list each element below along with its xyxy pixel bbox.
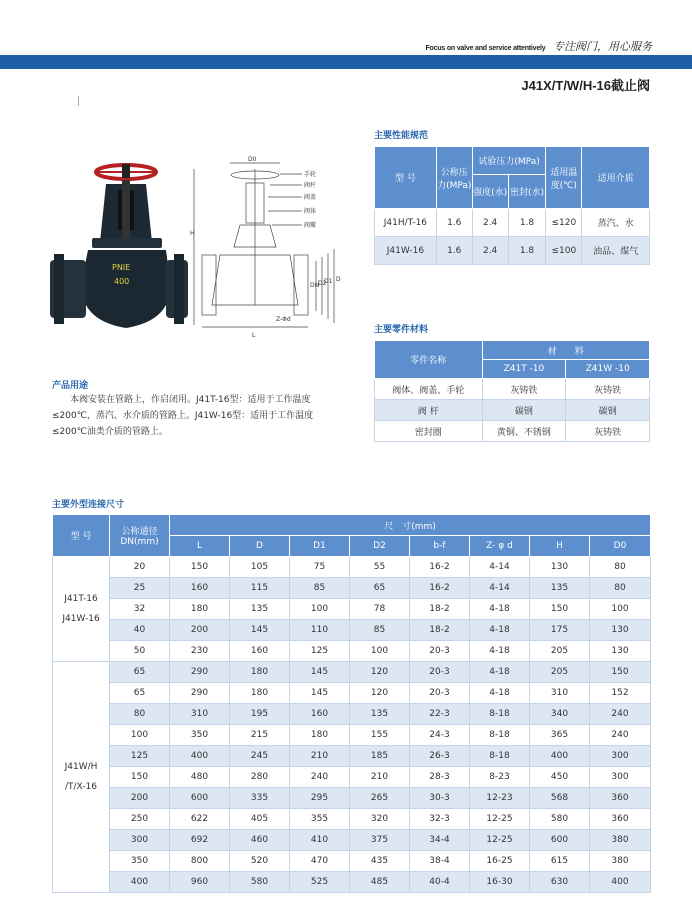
model-cell [53, 662, 110, 893]
table-row [375, 209, 650, 237]
cell: 16-25 [470, 851, 530, 872]
slogan [425, 38, 652, 54]
cell: 4-14 [470, 557, 530, 578]
cell: J41H/T-16 [375, 209, 437, 237]
drawing-label-d1: D1 [324, 278, 333, 285]
dims-header-col: D [230, 536, 290, 557]
divider-mark [78, 96, 79, 106]
photo-label-1: PNIE [112, 263, 131, 272]
cell: 200 [110, 788, 170, 809]
cell: 78 [350, 599, 410, 620]
page-title: J41X/T/W/H-16截止阀 [521, 78, 650, 93]
cell: 210 [290, 746, 350, 767]
cell: 310 [530, 683, 590, 704]
dims-header-col: D2 [350, 536, 410, 557]
cell: 240 [590, 725, 651, 746]
cell: 20-3 [410, 683, 470, 704]
table-row [53, 788, 651, 809]
dims-header-col: D0 [590, 536, 651, 557]
cell: 360 [590, 788, 651, 809]
performance-header-pressure: 公称压力(MPa) [436, 147, 472, 209]
cell: 568 [530, 788, 590, 809]
valve-drawing [190, 155, 350, 340]
performance-header-medium: 适用介质 [582, 147, 650, 209]
materials-header-col2: Z41W -10 [566, 360, 650, 379]
table-row [375, 400, 650, 421]
cell: 400 [590, 872, 651, 893]
table-row [53, 620, 651, 641]
drawing-label-z: Z-Φd [276, 316, 291, 323]
cell: 40 [110, 620, 170, 641]
cell: 460 [230, 830, 290, 851]
cell: 485 [350, 872, 410, 893]
cell: 碳钢 [566, 400, 650, 421]
cell: 黄铜、不锈钢 [482, 421, 566, 442]
cell: 110 [290, 620, 350, 641]
cell: 300 [590, 767, 651, 788]
cell: 160 [230, 641, 290, 662]
cell: 130 [590, 620, 651, 641]
model-cell [53, 557, 110, 662]
table-row [53, 872, 651, 893]
cell: 320 [350, 809, 410, 830]
cell: 80 [590, 578, 651, 599]
cell: 160 [170, 578, 230, 599]
cell: 油品、煤气 [582, 237, 650, 265]
drawing-label-body: 阀体 [304, 208, 317, 215]
cell: 800 [170, 851, 230, 872]
cell: 145 [290, 662, 350, 683]
performance-header-test: 试验压力(MPa) [472, 147, 546, 175]
cell: 阀体、阀盖、手轮 [375, 379, 483, 400]
cell: 1.8 [508, 237, 546, 265]
cell: 360 [590, 809, 651, 830]
cell: 375 [350, 830, 410, 851]
cell: 520 [230, 851, 290, 872]
cell: ≤120 [546, 209, 582, 237]
cell: 180 [230, 662, 290, 683]
dimensions-title: 主要外型连接尺寸 [52, 500, 125, 510]
cell: 405 [230, 809, 290, 830]
cell: 85 [290, 578, 350, 599]
dims-header-model: 型 号 [53, 515, 110, 557]
drawing-label-dn: DN [310, 282, 320, 289]
cell: 180 [170, 599, 230, 620]
cell: 250 [110, 809, 170, 830]
usage-title: 产品用途 [52, 381, 89, 391]
cell: 28-3 [410, 767, 470, 788]
dimensions-table [52, 514, 651, 893]
table-row [53, 662, 651, 683]
table-row [53, 767, 651, 788]
slogan-en: Focus on valve and service attentively [425, 45, 546, 52]
drawing-label-h: H [190, 230, 195, 237]
cell: 16-2 [410, 557, 470, 578]
drawing-label-d0: D0 [248, 156, 257, 163]
cell: 380 [590, 830, 651, 851]
cell: 525 [290, 872, 350, 893]
model-name: /T/X-16 [65, 782, 97, 792]
cell: 215 [230, 725, 290, 746]
cell: 185 [350, 746, 410, 767]
cell: 152 [590, 683, 651, 704]
cell: 410 [290, 830, 350, 851]
cell: 4-18 [470, 683, 530, 704]
cell: 85 [350, 620, 410, 641]
cell: 100 [290, 599, 350, 620]
cell: 8-23 [470, 767, 530, 788]
cell: 310 [170, 704, 230, 725]
cell: 205 [530, 662, 590, 683]
dims-header-col: Z- φ d [470, 536, 530, 557]
cell: ≤100 [546, 237, 582, 265]
drawing-label-disc: 阀瓣 [304, 222, 317, 229]
materials-header-part: 零件名称 [375, 341, 483, 379]
usage-line: ≤200℃油类介质的管路上。 [52, 427, 168, 437]
materials-title: 主要零件材料 [374, 325, 429, 335]
table-row [53, 851, 651, 872]
cell: 350 [170, 725, 230, 746]
cell: 240 [590, 704, 651, 725]
table-row [53, 557, 651, 578]
cell: 205 [530, 641, 590, 662]
dims-header-col: L [170, 536, 230, 557]
cell: 630 [530, 872, 590, 893]
cell: 2.4 [472, 209, 508, 237]
cell: 150 [170, 557, 230, 578]
cell: 400 [110, 872, 170, 893]
cell: 115 [230, 578, 290, 599]
materials-header-material: 材 料 [482, 341, 649, 360]
performance-title: 主要性能规范 [374, 131, 429, 141]
cell: 290 [170, 683, 230, 704]
table-row [375, 237, 650, 265]
cell: 135 [230, 599, 290, 620]
cell: 12-25 [470, 809, 530, 830]
cell: 280 [230, 767, 290, 788]
cell: 55 [350, 557, 410, 578]
cell: 65 [110, 662, 170, 683]
cell: 175 [530, 620, 590, 641]
cell: 130 [530, 557, 590, 578]
cell: 碳钢 [482, 400, 566, 421]
drawing-label-d: D [336, 276, 341, 283]
cell: 580 [230, 872, 290, 893]
header-bar [0, 55, 692, 69]
cell: 400 [170, 746, 230, 767]
cell: 38-4 [410, 851, 470, 872]
valve-photo [48, 150, 188, 340]
photo-label-2: 400 [114, 277, 130, 286]
table-row [53, 683, 651, 704]
cell: 290 [170, 662, 230, 683]
cell: 960 [170, 872, 230, 893]
cell: 4-18 [470, 620, 530, 641]
cell: 435 [350, 851, 410, 872]
cell: 150 [530, 599, 590, 620]
performance-table [374, 146, 650, 265]
cell: 600 [530, 830, 590, 851]
cell: 692 [170, 830, 230, 851]
cell: 355 [290, 809, 350, 830]
cell: 18-2 [410, 599, 470, 620]
cell: 200 [170, 620, 230, 641]
cell: 4-18 [470, 599, 530, 620]
table-row [53, 830, 651, 851]
cell: 80 [590, 557, 651, 578]
cell: 100 [350, 641, 410, 662]
table-row [53, 704, 651, 725]
cell: 350 [110, 851, 170, 872]
cell: 1.6 [436, 237, 472, 265]
cell: 8-18 [470, 704, 530, 725]
drawing-label-handwheel: 手轮 [304, 171, 317, 178]
cell: 1.6 [436, 209, 472, 237]
materials-header-col1: Z41T -10 [482, 360, 566, 379]
materials-table [374, 340, 650, 442]
cell: 295 [290, 788, 350, 809]
dims-header-col: D1 [290, 536, 350, 557]
cell: 蒸汽、水 [582, 209, 650, 237]
drawing-label-stem: 阀杆 [304, 182, 317, 189]
cell: 20 [110, 557, 170, 578]
cell: 180 [230, 683, 290, 704]
cell: 灰铸铁 [482, 379, 566, 400]
cell: 灰铸铁 [566, 421, 650, 442]
cell: 40-4 [410, 872, 470, 893]
cell: 335 [230, 788, 290, 809]
cell: 120 [350, 662, 410, 683]
cell: 210 [350, 767, 410, 788]
cell: 580 [530, 809, 590, 830]
cell: 65 [350, 578, 410, 599]
model-name: J41T-16 [64, 594, 98, 604]
performance-header-seal: 密封(水) [508, 175, 546, 209]
cell: 150 [590, 662, 651, 683]
cell: 400 [530, 746, 590, 767]
usage-text [52, 392, 346, 440]
cell: 135 [530, 578, 590, 599]
cell: 245 [230, 746, 290, 767]
cell: 32-3 [410, 809, 470, 830]
cell: 160 [290, 704, 350, 725]
slogan-cn: 专注阀门，用心服务 [553, 40, 652, 53]
cell: 265 [350, 788, 410, 809]
cell: 65 [110, 683, 170, 704]
cell: 470 [290, 851, 350, 872]
table-row [375, 421, 650, 442]
cell: 300 [110, 830, 170, 851]
cell: 615 [530, 851, 590, 872]
cell: 26-3 [410, 746, 470, 767]
cell: 195 [230, 704, 290, 725]
drawing-label-l: L [252, 332, 256, 339]
cell: 130 [590, 641, 651, 662]
cell: 阀 杆 [375, 400, 483, 421]
cell: 20-3 [410, 641, 470, 662]
cell: 34-4 [410, 830, 470, 851]
cell: 4-14 [470, 578, 530, 599]
cell: 365 [530, 725, 590, 746]
cell: 150 [110, 767, 170, 788]
table-row [53, 578, 651, 599]
drawing-label-d2: D2 [318, 280, 327, 287]
cell: 100 [110, 725, 170, 746]
cell: 600 [170, 788, 230, 809]
cell: 240 [290, 767, 350, 788]
cell: 100 [590, 599, 651, 620]
table-row [53, 599, 651, 620]
performance-header-temp: 适用温度(℃) [546, 147, 582, 209]
cell: 12-23 [470, 788, 530, 809]
cell: 380 [590, 851, 651, 872]
cell: 32 [110, 599, 170, 620]
cell: 灰铸铁 [566, 379, 650, 400]
table-row [53, 746, 651, 767]
cell: 450 [530, 767, 590, 788]
cell: 340 [530, 704, 590, 725]
cell: 105 [230, 557, 290, 578]
cell: 75 [290, 557, 350, 578]
cell: 18-2 [410, 620, 470, 641]
cell: 145 [230, 620, 290, 641]
cell: 155 [350, 725, 410, 746]
cell: 300 [590, 746, 651, 767]
table-row [53, 725, 651, 746]
cell: 180 [290, 725, 350, 746]
cell: J41W-16 [375, 237, 437, 265]
cell: 135 [350, 704, 410, 725]
table-row [53, 641, 651, 662]
dims-header-col: H [530, 536, 590, 557]
table-row [375, 379, 650, 400]
cell: 80 [110, 704, 170, 725]
table-row [53, 809, 651, 830]
cell: 4-18 [470, 641, 530, 662]
cell: 8-18 [470, 725, 530, 746]
dims-header-dn: 公称通径DN(mm) [110, 515, 170, 557]
cell: 120 [350, 683, 410, 704]
cell: 22-3 [410, 704, 470, 725]
cell: 16-2 [410, 578, 470, 599]
cell: 20-3 [410, 662, 470, 683]
cell: 25 [110, 578, 170, 599]
cell: 622 [170, 809, 230, 830]
cell: 1.8 [508, 209, 546, 237]
drawing-label-bonnet: 阀盖 [304, 194, 317, 201]
cell: 125 [110, 746, 170, 767]
cell: 2.4 [472, 237, 508, 265]
cell: 145 [290, 683, 350, 704]
cell: 125 [290, 641, 350, 662]
cell: 230 [170, 641, 230, 662]
dims-header-col: b-f [410, 536, 470, 557]
model-name: J41W-16 [62, 614, 100, 624]
model-name: J41W/H [64, 762, 98, 772]
performance-header-strength: 强度(水) [472, 175, 508, 209]
cell: 4-18 [470, 662, 530, 683]
cell: 密封圈 [375, 421, 483, 442]
cell: 480 [170, 767, 230, 788]
cell: 30-3 [410, 788, 470, 809]
cell: 8-18 [470, 746, 530, 767]
cell: 24-3 [410, 725, 470, 746]
usage-line: ≤200℃，蒸汽、水介质的管路上。J41W-16型：适用于工作温度 [52, 411, 314, 421]
cell: 16-30 [470, 872, 530, 893]
dims-header-size: 尺 寸(mm) [170, 515, 651, 536]
usage-line: 本阀安装在管路上，作启闭用。J41T-16型：适用于工作温度 [70, 395, 311, 405]
cell: 12-25 [470, 830, 530, 851]
cell: 50 [110, 641, 170, 662]
performance-header-model: 型 号 [375, 147, 437, 209]
